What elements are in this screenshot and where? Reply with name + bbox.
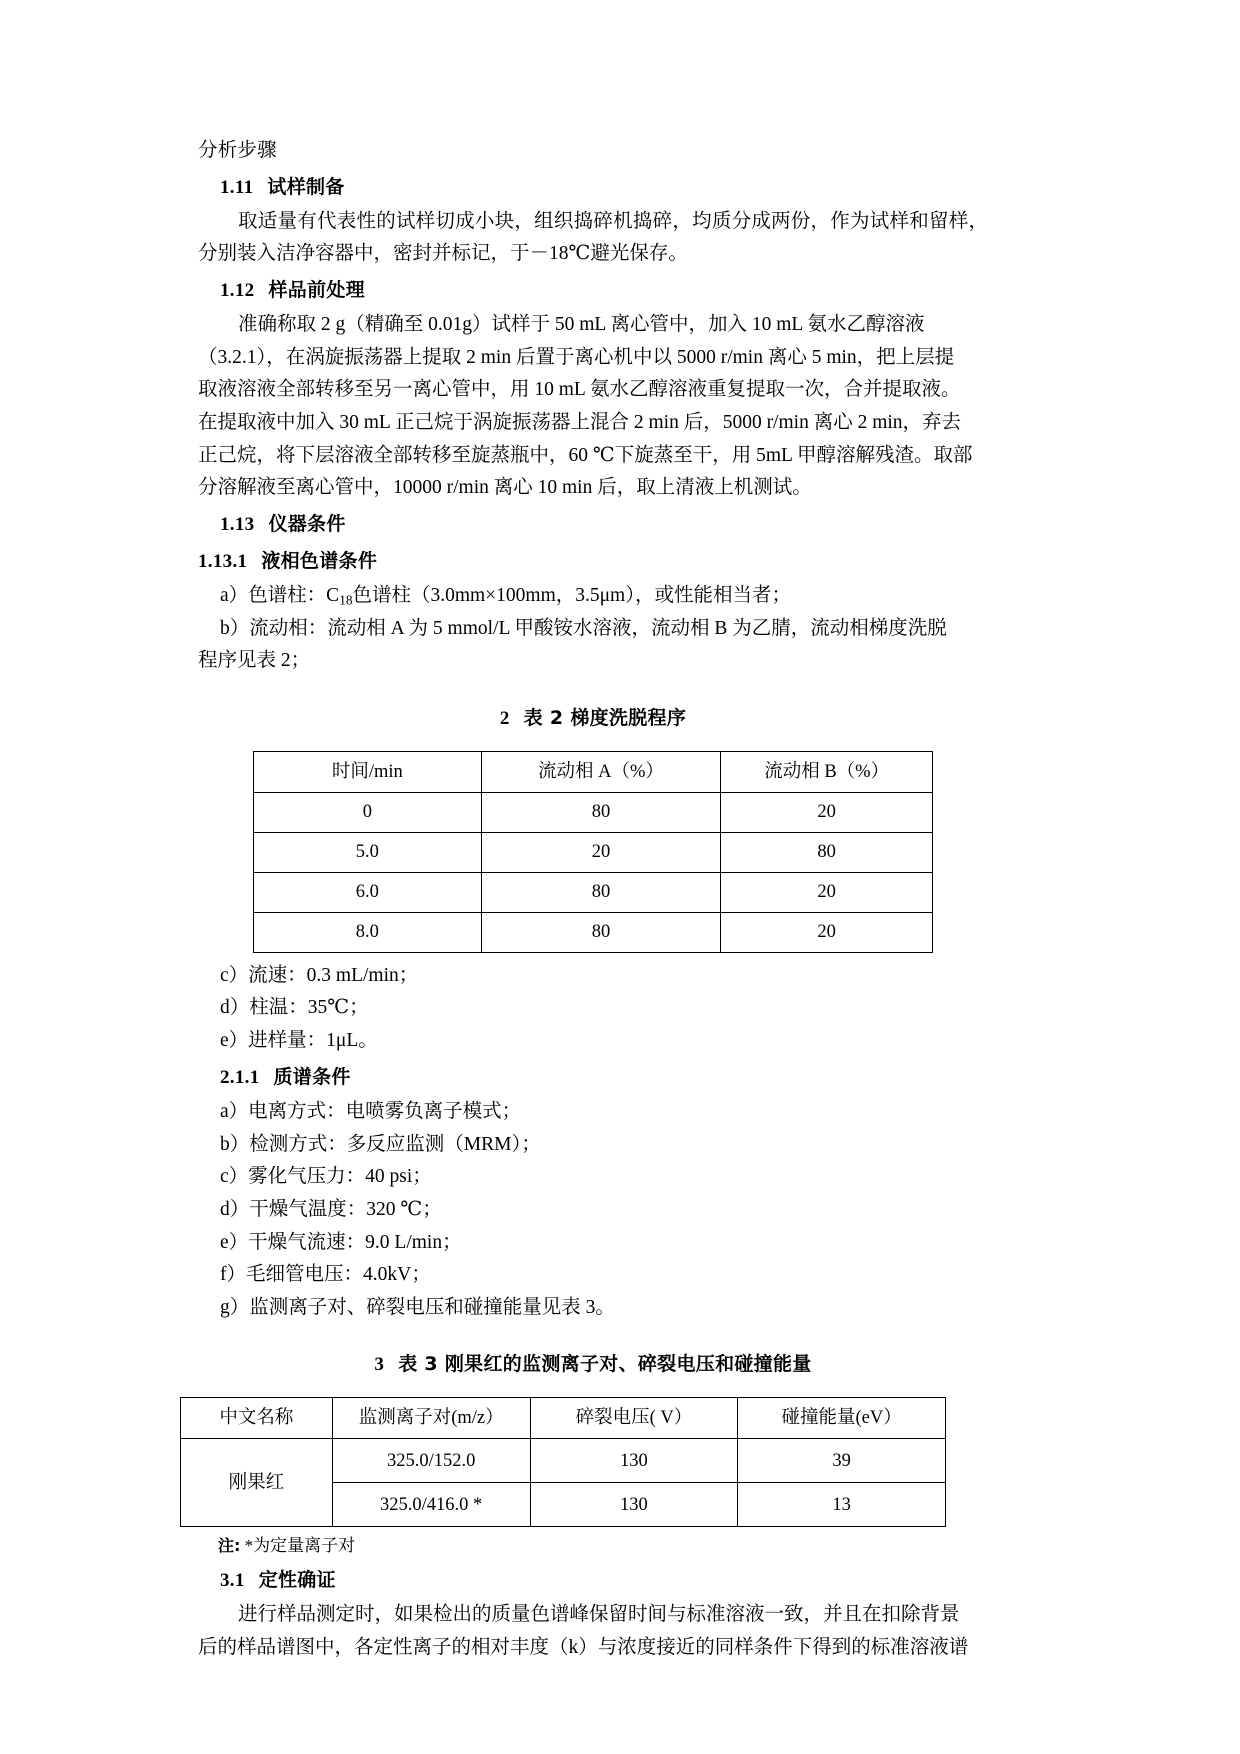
table2-cell-phase-b: 20 bbox=[721, 872, 933, 912]
table2-header-time: 时间/min bbox=[254, 751, 482, 792]
lc-item-a-value-pre: C bbox=[326, 585, 340, 607]
table2-caption-number: 2 bbox=[499, 708, 510, 729]
table3-header-ion-pair: 监测离子对(m/z） bbox=[332, 1398, 530, 1439]
lc-item-e-text: 进样量：1μL。 bbox=[248, 1029, 378, 1051]
qualitative-line-1: 进行样品测定时，如果检出的质量色谱峰保留时间与标准溶液一致，并且在扣除背景 bbox=[238, 1604, 960, 1626]
lc-item-b-continued: 程序见表 2； bbox=[198, 650, 311, 672]
table3-cell-fragmentor: 130 bbox=[530, 1483, 738, 1527]
ms-item-e bbox=[198, 1227, 988, 1259]
lc-item-c-text: 流速：0.3 mL/min； bbox=[248, 964, 419, 986]
table3-note bbox=[198, 1532, 988, 1560]
heading-sample-prep-number: 1.11 bbox=[220, 176, 254, 198]
ms-item-d-marker: d） bbox=[220, 1199, 250, 1220]
ms-item-a-marker: a） bbox=[220, 1101, 249, 1123]
table2-cell-phase-a: 20 bbox=[481, 832, 721, 872]
table2-cell-time: 6.0 bbox=[254, 872, 482, 912]
lc-item-c-marker: c） bbox=[220, 964, 249, 986]
table-row bbox=[254, 912, 933, 952]
lc-item-a-label: 色谱柱： bbox=[248, 585, 327, 607]
table3-caption-text: 表 3 刚果红的监测离子对、碎裂电压和碰撞能量 bbox=[398, 1353, 812, 1376]
lc-item-d-marker: d） bbox=[220, 997, 250, 1019]
heading-lc-label: 液相色谱条件 bbox=[261, 549, 378, 572]
heading-ms-conditions bbox=[198, 1062, 988, 1094]
lc-item-b bbox=[198, 613, 988, 645]
ms-item-a-text: 电离方式：电喷雾负离子模式； bbox=[248, 1101, 522, 1123]
heading-lc-number: 1.13.1 bbox=[198, 550, 248, 572]
heading-pretreatment bbox=[198, 275, 988, 307]
table3-cell-collision-energy: 39 bbox=[738, 1439, 946, 1483]
table2-cell-time: 0 bbox=[254, 792, 482, 832]
table3-cell-fragmentor: 130 bbox=[530, 1439, 738, 1483]
table2-header-phase-b: 流动相 B（%） bbox=[721, 751, 933, 792]
table3-cell-collision-energy: 13 bbox=[738, 1483, 946, 1527]
pretreatment-line-4: 在提取液中加入 30 mL 正己烷于涡旋振荡器上混合 2 min 后，5000 r/min 离心 2 min，弃去 bbox=[198, 412, 962, 433]
ms-item-f-marker: f） bbox=[220, 1264, 246, 1286]
lc-item-d-text: 柱温：35℃； bbox=[249, 997, 369, 1019]
table2-cell-phase-a: 80 bbox=[481, 792, 721, 832]
heading-qualitative-number: 3.1 bbox=[220, 1569, 245, 1591]
ms-item-g bbox=[198, 1292, 988, 1324]
table-row bbox=[254, 792, 933, 832]
table2-cell-time: 5.0 bbox=[254, 832, 482, 872]
table3-caption-number: 3 bbox=[374, 1354, 385, 1376]
table2-cell-phase-b: 80 bbox=[721, 832, 933, 872]
ms-item-d-text: 干燥气温度：320 ℃； bbox=[249, 1199, 442, 1220]
table3-caption bbox=[198, 1349, 988, 1381]
heading-sample-prep bbox=[198, 172, 988, 204]
table-row bbox=[254, 872, 933, 912]
heading-pretreatment-number: 1.12 bbox=[220, 279, 255, 301]
ms-item-f bbox=[198, 1259, 988, 1291]
heading-instrument-number: 1.13 bbox=[220, 513, 255, 535]
pretreatment-line-3: 取液溶液全部转移至另一离心管中，用 10 mL 氨水乙醇溶液重复提取一次，合并提取液。 bbox=[198, 379, 961, 401]
ms-item-f-text: 毛细管电压：4.0kV； bbox=[246, 1264, 431, 1286]
table2-header-phase-a: 流动相 A（%） bbox=[481, 751, 721, 792]
heading-instrument-label: 仪器条件 bbox=[268, 512, 346, 535]
ms-item-b-text: 检测方式：多反应监测（MRM）； bbox=[249, 1133, 541, 1155]
document-body bbox=[198, 135, 988, 1664]
table3-cell-ion-pair: 325.0/152.0 bbox=[332, 1439, 530, 1483]
heading-lc-conditions bbox=[198, 546, 988, 578]
ms-item-b bbox=[198, 1129, 988, 1161]
pretreatment-line-2: （3.2.1），在涡旋振荡器上提取 2 min 后置于离心机中以 5000 r/min 离心 5 min，把上层提 bbox=[198, 346, 955, 368]
table2-cell-time: 8.0 bbox=[254, 912, 482, 952]
table3-header-fragmentor: 碎裂电压( V） bbox=[530, 1398, 738, 1439]
lc-item-a bbox=[198, 580, 988, 612]
table2-caption bbox=[198, 703, 988, 735]
table2-caption-text: 表 2 梯度洗脱程序 bbox=[523, 707, 687, 729]
lc-item-a-value-post: 色谱柱（3.0mm×100mm，3.5μm），或性能相当者； bbox=[352, 585, 791, 607]
lc-item-b-marker: b） bbox=[220, 617, 250, 639]
ms-item-b-marker: b） bbox=[220, 1133, 250, 1155]
table-header-row bbox=[181, 1398, 946, 1439]
lc-item-b-text: 流动相：流动相 A 为 5 mmol/L 甲酸铵水溶液，流动相 B 为乙腈，流动相梯度洗脱 bbox=[249, 617, 947, 639]
table3-cell-compound-name: 刚果红 bbox=[181, 1439, 333, 1527]
table-row bbox=[181, 1439, 946, 1483]
table3-header-collision-energy: 碰撞能量(eV） bbox=[738, 1398, 946, 1439]
paragraph-sample-prep: 取适量有代表性的试样切成小块，组织捣碎机捣碎，均质分成两份，作为试样和留样，分别装入洁净容器中，密封并标记，于－18℃避光保存。 bbox=[198, 211, 988, 264]
heading-ms-label: 质谱条件 bbox=[273, 1065, 351, 1088]
table2-cell-phase-b: 20 bbox=[721, 912, 933, 952]
table2-cell-phase-a: 80 bbox=[481, 912, 721, 952]
lc-item-e bbox=[198, 1025, 988, 1057]
lc-item-e-marker: e） bbox=[220, 1029, 249, 1051]
table-header-row bbox=[254, 751, 933, 792]
section-title: 分析步骤 bbox=[198, 140, 277, 161]
table-row bbox=[254, 832, 933, 872]
heading-pretreatment-label: 样品前处理 bbox=[268, 278, 365, 301]
table3-note-label: 注: bbox=[218, 1536, 241, 1556]
pretreatment-line-6: 分溶解液至离心管中，10000 r/min 离心 10 min 后，取上清液上机测试。 bbox=[198, 477, 812, 499]
gradient-elution-table bbox=[253, 751, 933, 953]
ms-item-g-text: 监测离子对、碎裂电压和碰撞能量见表 3。 bbox=[249, 1296, 615, 1318]
pretreatment-line-1: 准确称取 2 g（精确至 0.01g）试样于 50 mL 离心管中，加入 10 mL 氨水乙醇溶液 bbox=[238, 314, 925, 336]
heading-sample-prep-label: 试样制备 bbox=[267, 175, 345, 198]
ms-item-c-marker: c） bbox=[220, 1166, 249, 1188]
lc-item-a-marker: a） bbox=[220, 585, 249, 607]
table3-note-text: *为定量离子对 bbox=[244, 1536, 356, 1556]
ms-item-e-marker: e） bbox=[220, 1231, 249, 1253]
ms-item-g-marker: g） bbox=[220, 1296, 250, 1318]
ms-item-c-text: 雾化气压力：40 psi； bbox=[248, 1166, 432, 1188]
table2-cell-phase-b: 20 bbox=[721, 792, 933, 832]
monitored-ion-table bbox=[180, 1397, 946, 1527]
table3-cell-ion-pair: 325.0/416.0 * bbox=[332, 1483, 530, 1527]
qualitative-line-2: 后的样品谱图中，各定性离子的相对丰度（k）与浓度接近的同样条件下得到的标准溶液谱 bbox=[198, 1636, 969, 1658]
table2-cell-phase-a: 80 bbox=[481, 872, 721, 912]
pretreatment-line-5: 正己烷，将下层溶液全部转移至旋蒸瓶中，60 ℃下旋蒸至干，用 5mL 甲醇溶解残渣。取部 bbox=[198, 444, 973, 466]
ms-item-a bbox=[198, 1096, 988, 1128]
ms-item-e-text: 干燥气流速：9.0 L/min； bbox=[248, 1231, 462, 1253]
heading-qualitative-label: 定性确证 bbox=[258, 1568, 336, 1591]
lc-item-a-subscript: 18 bbox=[339, 592, 353, 608]
lc-item-c bbox=[198, 960, 988, 992]
lc-item-d bbox=[198, 992, 988, 1024]
ms-item-d bbox=[198, 1194, 988, 1226]
ms-item-c bbox=[198, 1161, 988, 1193]
heading-qualitative-confirmation bbox=[198, 1565, 988, 1597]
heading-instrument-conditions bbox=[198, 509, 988, 541]
heading-ms-number: 2.1.1 bbox=[220, 1066, 260, 1088]
table3-header-name: 中文名称 bbox=[181, 1398, 333, 1439]
